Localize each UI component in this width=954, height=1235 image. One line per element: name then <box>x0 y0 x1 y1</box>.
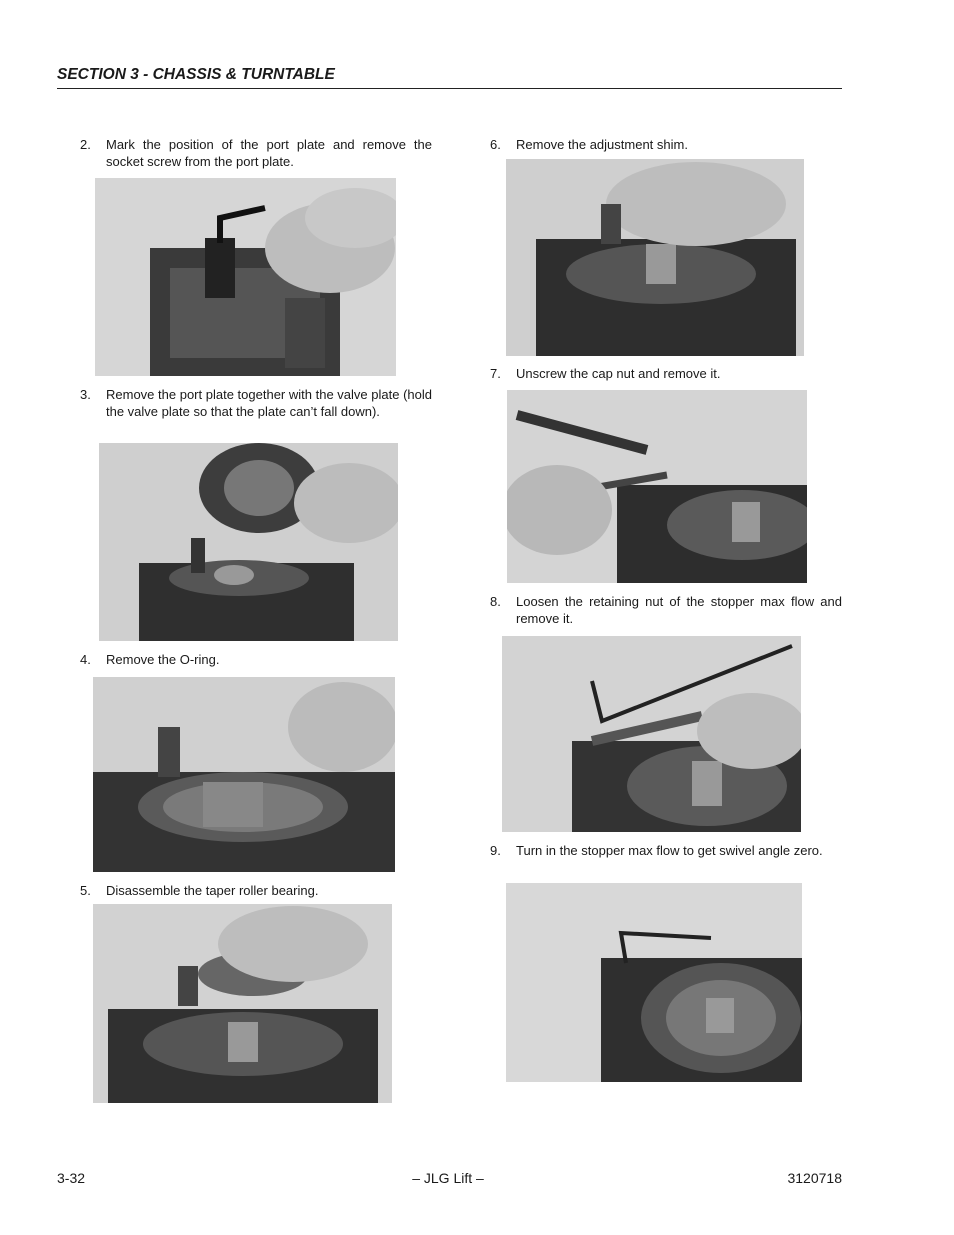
step-number: 7. <box>490 366 501 381</box>
photo-port-plate-screw <box>95 178 396 376</box>
step-text: Mark the position of the port plate and remove the socket screw from the port plate. <box>106 137 432 169</box>
step-number: 4. <box>80 652 91 667</box>
page-number: 3-32 <box>57 1170 86 1186</box>
section-header <box>57 66 842 89</box>
step-7 <box>490 365 842 382</box>
photo-o-ring <box>93 677 395 872</box>
step-text: Disassemble the taper roller bearing. <box>106 883 319 898</box>
step-number: 3. <box>80 387 91 402</box>
doc-number: 3120718 <box>787 1170 842 1186</box>
step-text: Remove the port plate together with the valve plate (hold the valve plate so that the plate can’t fall down). <box>106 387 432 419</box>
photo-cap-nut <box>507 390 807 583</box>
photo-port-plate-removal <box>99 443 398 641</box>
step-number: 9. <box>490 843 501 858</box>
step-2 <box>80 136 432 170</box>
photo-adjustment-shim <box>506 159 804 356</box>
section-title: SECTION 3 - CHASSIS & TURNTABLE <box>57 66 335 83</box>
step-8 <box>490 593 842 627</box>
photo-taper-roller-bearing <box>93 904 392 1103</box>
step-number: 6. <box>490 137 501 152</box>
step-number: 2. <box>80 137 91 152</box>
step-9 <box>490 842 842 859</box>
step-6 <box>490 136 842 153</box>
step-5 <box>80 882 432 899</box>
photo-retaining-nut <box>502 636 801 832</box>
step-number: 8. <box>490 594 501 609</box>
step-4 <box>80 651 432 668</box>
step-3 <box>80 386 432 420</box>
step-text: Remove the O-ring. <box>106 652 220 667</box>
step-text: Turn in the stopper max flow to get swivel angle zero. <box>516 843 823 858</box>
photo-stopper-max-flow <box>506 883 802 1082</box>
step-text: Unscrew the cap nut and remove it. <box>516 366 721 381</box>
footer-center: – JLG Lift – <box>412 1170 484 1186</box>
step-text: Loosen the retaining nut of the stopper max flow and remove it. <box>516 594 842 626</box>
step-text: Remove the adjustment shim. <box>516 137 688 152</box>
step-number: 5. <box>80 883 91 898</box>
